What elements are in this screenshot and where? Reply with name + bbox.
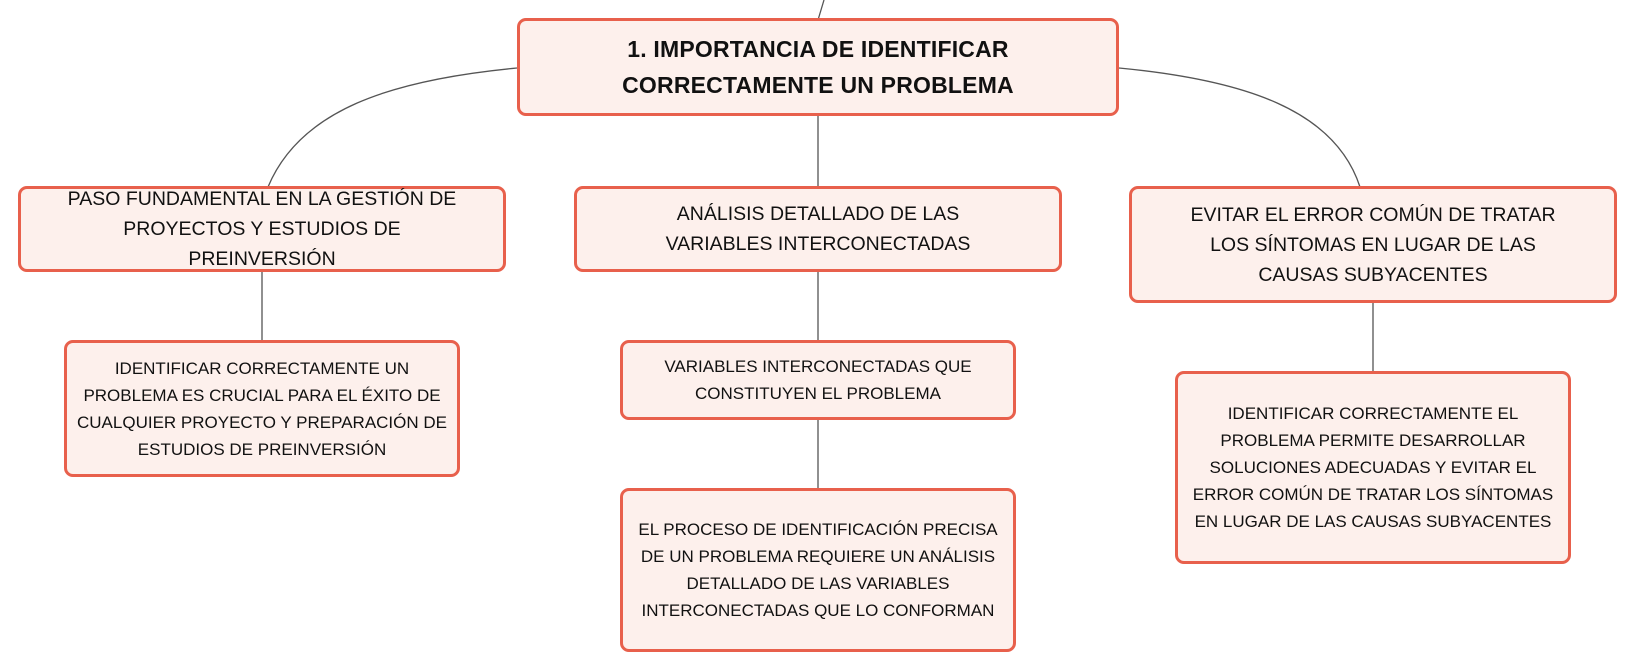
branch-2-child-1-label: VARIABLES INTERCONECTADAS QUE CONSTITUYEN EL PROBLEMA [664,357,972,403]
branch-1-label: PASO FUNDAMENTAL EN LA GESTIÓN DE PROYECTOS Y ESTUDIOS DE PREINVERSIÓN [67,188,457,270]
root-topic-label: 1. IMPORTANCIA DE IDENTIFICAR CORRECTAMENTE UN PROBLEMA [622,36,1014,98]
connector-root-to-branch-3 [1119,68,1360,187]
branch-2-child-1-node[interactable] [620,340,1016,420]
connector-root-to-branch-1 [268,68,517,187]
branch-1-child-label: IDENTIFICAR CORRECTAMENTE UN PROBLEMA ES CRUCIAL PARA EL ÉXITO DE CUALQUIER PROYECTO Y PREPARACIÓN DE ESTUDIOS DE PREINVERSIÓN [77,358,447,459]
root-topic-node[interactable] [517,18,1119,116]
branch-3-node[interactable] [1129,186,1617,303]
branch-2-node[interactable] [574,186,1062,272]
branch-3-child-label: IDENTIFICAR CORRECTAMENTE EL PROBLEMA PERMITE DESARROLLAR SOLUCIONES ADECUADAS Y EVITAR EL ERROR COMÚN DE TRATAR LOS SÍNTOMAS EN LUGAR DE LAS CAUSAS SUBYACENTES [1192,404,1554,531]
branch-2-child-2-label: EL PROCESO DE IDENTIFICACIÓN PRECISA DE UN PROBLEMA REQUIERE UN ANÁLISIS DETALLADO DE LAS VARIABLES INTERCONECTADAS QUE LO CONFORMAN [638,520,998,620]
branch-1-node[interactable] [18,186,506,272]
branch-1-child-node[interactable] [64,340,460,477]
branch-3-label: EVITAR EL ERROR COMÚN DE TRATAR LOS SÍNTOMAS EN LUGAR DE LAS CAUSAS SUBYACENTES [1190,203,1556,286]
branch-2-child-2-node[interactable] [620,488,1016,652]
connector-parent-to-root [818,0,824,20]
branch-3-child-node[interactable] [1175,371,1571,564]
branch-2-label: ANÁLISIS DETALLADO DE LAS VARIABLES INTERCONECTADAS [665,203,971,255]
